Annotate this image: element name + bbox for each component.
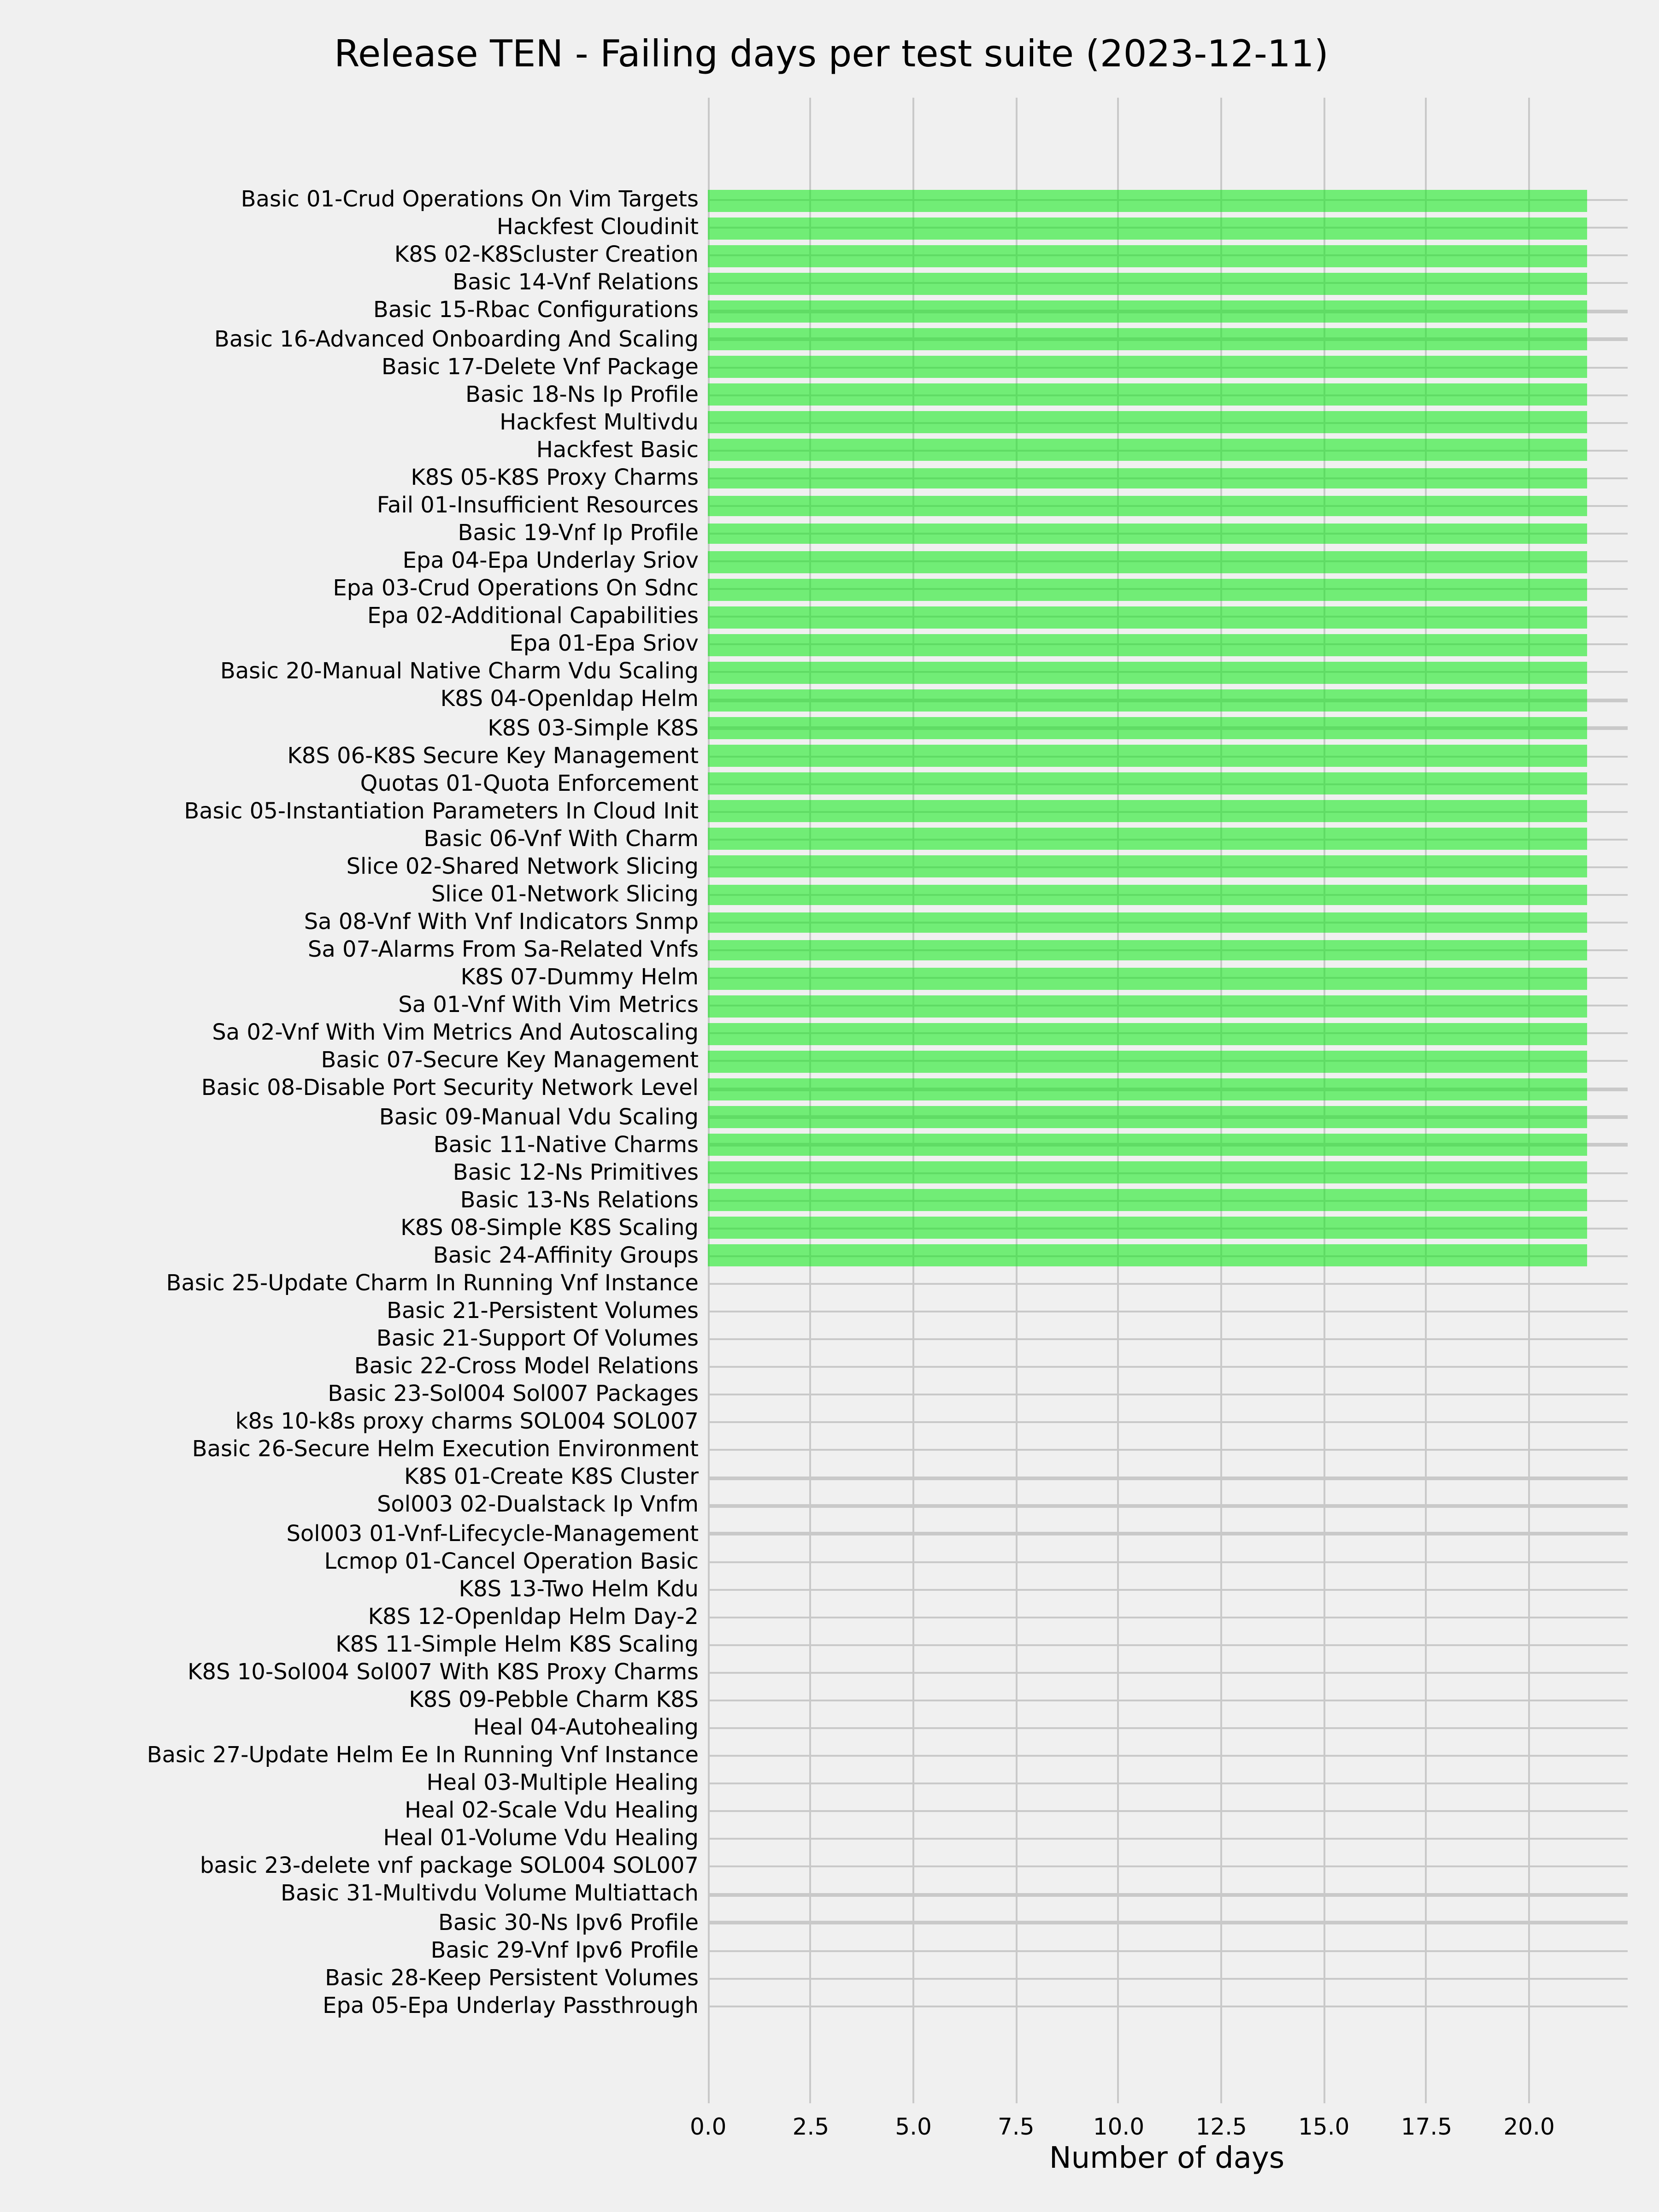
y-axis-label: Fail 01-Insufficient Resources (377, 492, 699, 518)
y-axis-label: Sa 07-Alarms From Sa-Related Vnfs (307, 936, 699, 963)
y-axis-label: Basic 14-Vnf Relations (453, 270, 699, 296)
y-axis-label: Sa 08-Vnf With Vnf Indicators Snmp (304, 909, 699, 935)
x-tick-label: 15.0 (1298, 2112, 1350, 2140)
y-axis-label: Basic 01-Crud Operations On Vim Targets (241, 186, 699, 212)
bar (708, 189, 1587, 211)
y-gridline (708, 1477, 1628, 1479)
bar (708, 912, 1587, 933)
y-axis-label: K8S 10-Sol004 Sol007 With K8S Proxy Charms (188, 1659, 699, 1685)
bar (708, 1245, 1587, 1267)
bar (708, 606, 1587, 628)
bar (708, 1051, 1587, 1072)
y-axis-label: Epa 05-Epa Underlay Passthrough (323, 1992, 699, 2018)
y-gridline (708, 1560, 1628, 1563)
y-axis-label: Sa 01-Vnf With Vim Metrics (398, 992, 699, 1018)
bar (708, 940, 1587, 961)
y-axis-label: Lcmop 01-Cancel Operation Basic (324, 1547, 699, 1574)
bar (708, 551, 1587, 572)
y-gridline (708, 1700, 1628, 1702)
y-gridline (708, 1866, 1628, 1868)
y-gridline (708, 1311, 1628, 1313)
bar (708, 245, 1587, 267)
y-axis-label: Hackfest Cloudinit (496, 214, 699, 241)
y-axis-label: Basic 08-Disable Port Security Network Level (201, 1075, 699, 1101)
x-tick-label: 5.0 (895, 2112, 932, 2140)
x-tick-label: 2.5 (792, 2112, 830, 2140)
y-axis-label: Basic 25-Update Charm In Running Vnf Instance (166, 1270, 699, 1296)
bar (708, 856, 1587, 878)
y-gridline (708, 1922, 1628, 1924)
y-axis-label: Heal 01-Volume Vdu Healing (383, 1825, 699, 1852)
y-axis-label: Basic 30-Ns Ipv6 Profile (438, 1909, 699, 1935)
bar (708, 329, 1587, 350)
bar (708, 884, 1587, 906)
y-axis-label: Basic 23-Sol004 Sol007 Packages (328, 1381, 699, 1407)
y-gridline (708, 1282, 1628, 1285)
y-axis-label: Basic 19-Vnf Ip Profile (458, 520, 699, 546)
bar (708, 217, 1587, 239)
y-gridline (708, 1366, 1628, 1368)
y-gridline (708, 1894, 1628, 1896)
y-axis-label: Basic 21-Persistent Volumes (387, 1298, 699, 1324)
bar (708, 967, 1587, 989)
y-gridline (708, 1671, 1628, 1674)
y-axis-label: Basic 21-Support Of Volumes (376, 1325, 699, 1352)
y-gridline (708, 1422, 1628, 1424)
y-axis-label: Epa 04-Epa Underlay Sriov (402, 547, 699, 574)
bar (708, 1189, 1587, 1211)
y-gridline (708, 1394, 1628, 1396)
y-axis-label: Hackfest Multivdu (500, 409, 699, 435)
y-gridline (708, 1838, 1628, 1841)
bar (708, 689, 1587, 711)
bar (708, 718, 1587, 739)
y-axis-label: Sol003 02-Dualstack Ip Vnfm (377, 1492, 699, 1518)
bar (708, 495, 1587, 517)
y-axis-label: K8S 03-Simple K8S (488, 714, 699, 741)
y-axis-label: Basic 13-Ns Relations (460, 1186, 699, 1212)
y-axis-label: Basic 12-Ns Primitives (453, 1159, 699, 1185)
x-tick-label: 20.0 (1503, 2112, 1555, 2140)
y-gridline (708, 1783, 1628, 1785)
y-axis-label: k8s 10-k8s proxy charms SOL004 SOL007 (235, 1409, 699, 1435)
y-gridline (708, 1449, 1628, 1452)
y-axis-label: Basic 24-Affinity Groups (433, 1242, 699, 1268)
y-axis-label: Basic 29-Vnf Ipv6 Profile (430, 1936, 699, 1963)
y-axis-label: Epa 02-Additional Capabilities (367, 603, 699, 629)
bar (708, 384, 1587, 406)
bar (708, 745, 1587, 767)
bar (708, 634, 1587, 656)
y-gridline (708, 1811, 1628, 1813)
y-axis-label: Epa 03-Crud Operations On Sdnc (333, 575, 699, 601)
bar (708, 995, 1587, 1017)
y-axis-label: K8S 06-K8S Secure Key Management (287, 742, 699, 768)
chart-title: Release TEN - Failing days per test suite (2023-12-11) (334, 31, 1329, 76)
x-tick-label: 12.5 (1195, 2112, 1247, 2140)
bar (708, 829, 1587, 850)
bar (708, 273, 1587, 294)
y-gridline (708, 1977, 1628, 1979)
y-axis-label: Quotas 01-Quota Enforcement (360, 770, 699, 796)
y-gridline (708, 1338, 1628, 1341)
y-axis-label: K8S 02-K8Scluster Creation (394, 242, 699, 268)
y-axis-label: Basic 15-Rbac Configurations (373, 297, 699, 324)
bar (708, 356, 1587, 378)
bar (708, 578, 1587, 600)
y-axis-label: Heal 02-Scale Vdu Healing (404, 1798, 699, 1824)
y-axis-label: Basic 27-Update Helm Ee In Running Vnf Instance (147, 1742, 699, 1768)
y-axis-label: Basic 16-Advanced Onboarding And Scaling (214, 325, 699, 352)
y-axis-label: K8S 09-Pebble Charm K8S (409, 1686, 699, 1712)
y-axis-label: Basic 09-Manual Vdu Scaling (379, 1103, 699, 1129)
y-axis-label: Hackfest Basic (536, 436, 699, 463)
y-gridline (708, 1533, 1628, 1535)
bar (708, 773, 1587, 794)
y-axis-label: Basic 28-Keep Persistent Volumes (325, 1964, 699, 1990)
y-axis-label: Basic 06-Vnf With Charm (424, 825, 699, 852)
y-axis-label: K8S 08-Simple K8S Scaling (400, 1214, 699, 1241)
y-axis-label: Heal 04-Autohealing (473, 1714, 699, 1741)
y-axis-label: Basic 11-Native Charms (433, 1131, 699, 1157)
y-gridline (708, 1616, 1628, 1618)
y-gridline (708, 1949, 1628, 1952)
y-gridline (708, 1727, 1628, 1730)
y-axis-label: Basic 18-Ns Ip Profile (465, 381, 699, 407)
bar (708, 412, 1587, 433)
y-axis-label: K8S 12-Openldap Helm Day-2 (368, 1603, 699, 1630)
y-axis-label: Basic 22-Cross Model Relations (354, 1353, 699, 1379)
y-axis-label: Basic 07-Secure Key Management (321, 1047, 699, 1074)
y-axis-label: Heal 03-Multiple Healing (426, 1770, 699, 1796)
bar (708, 800, 1587, 822)
x-tick-label: 10.0 (1093, 2112, 1145, 2140)
y-axis-label: Slice 02-Shared Network Slicing (346, 853, 699, 879)
y-axis-label: Sa 02-Vnf With Vim Metrics And Autoscaling (212, 1020, 699, 1046)
bar (708, 1162, 1587, 1183)
bar (708, 467, 1587, 489)
y-axis-label: basic 23-delete vnf package SOL004 SOL007 (200, 1853, 699, 1879)
y-axis-label: K8S 13-Two Helm Kdu (459, 1575, 699, 1601)
bar (708, 440, 1587, 461)
y-gridline (708, 1755, 1628, 1757)
y-axis-label: Basic 17-Delete Vnf Package (381, 353, 699, 379)
bar (708, 1023, 1587, 1045)
bar (708, 523, 1587, 545)
bar (708, 300, 1587, 322)
bar (708, 1218, 1587, 1239)
y-gridline (708, 1588, 1628, 1590)
bar (708, 1078, 1587, 1100)
y-axis-label: Sol003 01-Vnf-Lifecycle-Management (286, 1520, 699, 1546)
y-axis-label: Slice 01-Network Slicing (431, 881, 699, 907)
y-axis-label: K8S 07-Dummy Helm (460, 964, 699, 990)
y-axis-label: Basic 31-Multivdu Volume Multiattach (280, 1881, 699, 1907)
y-axis-label: K8S 11-Simple Helm K8S Scaling (335, 1631, 699, 1657)
bar (708, 662, 1587, 683)
y-gridline (708, 1644, 1628, 1646)
x-tick-label: 17.5 (1400, 2112, 1453, 2140)
y-axis-label: Basic 05-Instantiation Parameters In Cloud Init (184, 797, 699, 824)
y-gridline (708, 1505, 1628, 1507)
y-axis-label: K8S 04-Openldap Helm (440, 686, 699, 712)
y-axis-label: Basic 26-Secure Helm Execution Environment (192, 1436, 699, 1463)
y-gridline (708, 2005, 1628, 2007)
y-axis-label: Basic 20-Manual Native Charm Vdu Scaling (220, 659, 699, 685)
bar (708, 1134, 1587, 1156)
x-axis-title: Number of days (1049, 2140, 1285, 2175)
y-axis-label: K8S 05-K8S Proxy Charms (411, 464, 699, 490)
bar (708, 1106, 1587, 1128)
x-tick-label: 7.5 (998, 2112, 1035, 2140)
y-axis-label: K8S 01-Create K8S Cluster (404, 1464, 699, 1490)
x-tick-label: 0.0 (689, 2112, 727, 2140)
y-axis-label: Epa 01-Epa Sriov (509, 631, 699, 657)
